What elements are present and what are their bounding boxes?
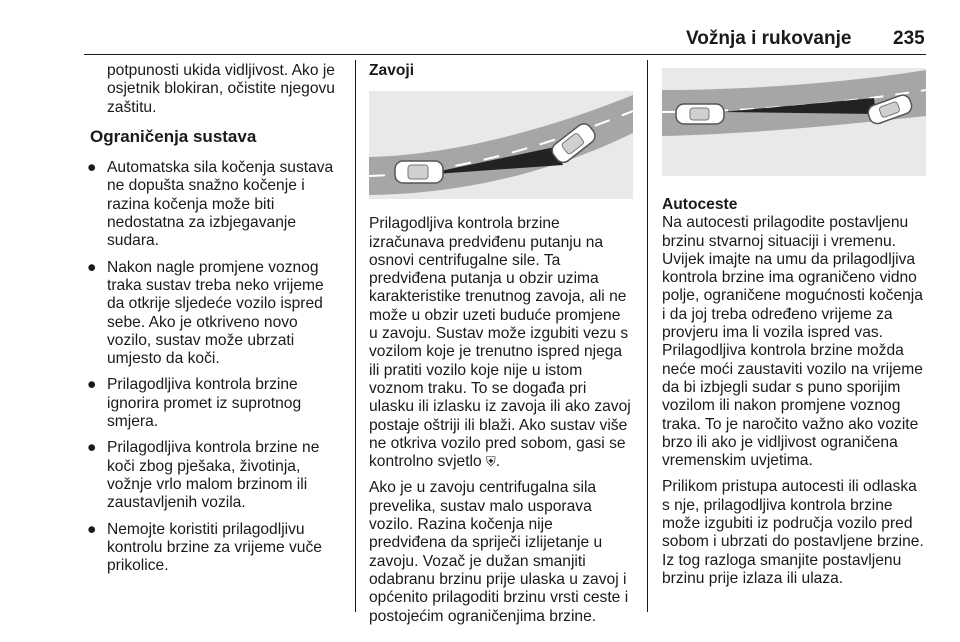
header-rule — [84, 54, 926, 55]
column-3 — [662, 62, 926, 588]
car-front-icon: ⛨ — [486, 454, 496, 470]
section-heading-highways: Autoceste — [662, 196, 738, 213]
bullet-icon: ● — [87, 258, 97, 276]
curves-paragraph-2: Ako je u zavoju centrifugalna sila prevelika, sustav malo usporava vozilo. Razina kočenja nije predviđena da spriječi izlijetanje u zavoju. Vozač je dužan smanjiti odabranu brzinu prije ulaska u zavoj i općenito prilagoditi brzinu vrsti ceste i postojećim ograničenjima brzine. — [369, 479, 629, 625]
bullet-icon: ● — [87, 439, 97, 457]
curve-illustration — [369, 91, 633, 199]
list-item: ● Nakon nagle promjene voznog traka sustav treba neko vrijeme da otkrije sljedeće vozilo ispred sebe. Ako je otkriveno novo vozilo, sustav može ubrzati umjesto da koči. — [87, 258, 324, 368]
highways-paragraph-2: Prilikom pristupa autocesti ili odlaska s nje, prilagodljiva kontrola brzine može izgubiti iz područja vozilo pred sobom i ubrzati do postavljene brzine. Iz tog razloga smanjite postavljenu brzinu prije izlaza ili ulaza. — [662, 478, 924, 587]
limits-list — [87, 159, 344, 575]
intro-paragraph: potpunosti ukida vidljivost. Ako je osjetnik blokiran, očistite njegovu zaštitu. — [107, 62, 335, 116]
section-heading-system-limits: Ograničenja sustava — [90, 126, 257, 146]
column-divider-2 — [647, 60, 648, 612]
list-item: ● Automatska sila kočenja sustava ne dopušta snažno kočenje i razina kočenja može biti nedostatna za izbjegavanje sudara. — [87, 159, 334, 250]
list-item: ● Nemojte koristiti prilagodljivu kontrolu brzine za vrijeme vuče prikolice. — [87, 520, 322, 575]
section-heading-curves: Zavoji — [369, 62, 415, 79]
bullet-icon: ● — [87, 159, 97, 177]
bullet-icon: ● — [87, 376, 97, 394]
page-header-title: Vožnja i rukovanje — [686, 28, 852, 49]
column-divider-1 — [355, 60, 356, 612]
highways-paragraph-1: Na autocesti prilagodite postavljenu brzinu stvarnoj situaciji i vremenu. Uvijek imajte na umu da prilagodljiva kontrola brzine ima ograničeno vidno polje, ograničene mogućnosti kočenja i da joj treba određeno vrijeme za provjeru ima li vozila ispred vas. Prilagodljiva kontrola brzine možda neće moći zaustaviti vozilo na vrijeme da bi izbjegli sudar s puno sporijim vozilom ili nakon promjene voznog traka. To je naročito važno ako vozite brzo ili ako je vidljivost ograničena vremenskim uvjetima. — [662, 214, 923, 470]
list-item: ● Prilagodljiva kontrola brzine ignorira promet iz suprotnog smjera. — [87, 376, 302, 431]
highway-illustration — [662, 68, 926, 176]
list-item: ● Prilagodljiva kontrola brzine ne koči zbog pješaka, životinja, vožnje vrlo malom brzinom ili zaustavljenih vozila. — [87, 439, 320, 512]
bullet-icon: ● — [87, 520, 97, 538]
curves-paragraph-1: Prilagodljiva kontrola brzine izračunava predviđenu putanju na osnovi centrifugalne sile. Ta predviđena putanja u obzir uzima karakteristike trenutnog zavoja, ali ne može u obzir uzeti buduće promjene u zavoju. Sustav može izgubiti vezu s vozilom koje je trenutno ispred njega ili pratiti vozilo koje nije u istom voznom traku. To se događa pri ulasku ili izlasku iz zavoja ili ako zavoj postaje oštriji ili blaži. Ako sustav više ne otkriva vozilo pred sobom, gasi se kontrolno svjetlo ⛨. — [369, 215, 631, 471]
column-1 — [87, 62, 344, 583]
column-2 — [369, 62, 633, 626]
page-number: 235 — [893, 28, 925, 49]
